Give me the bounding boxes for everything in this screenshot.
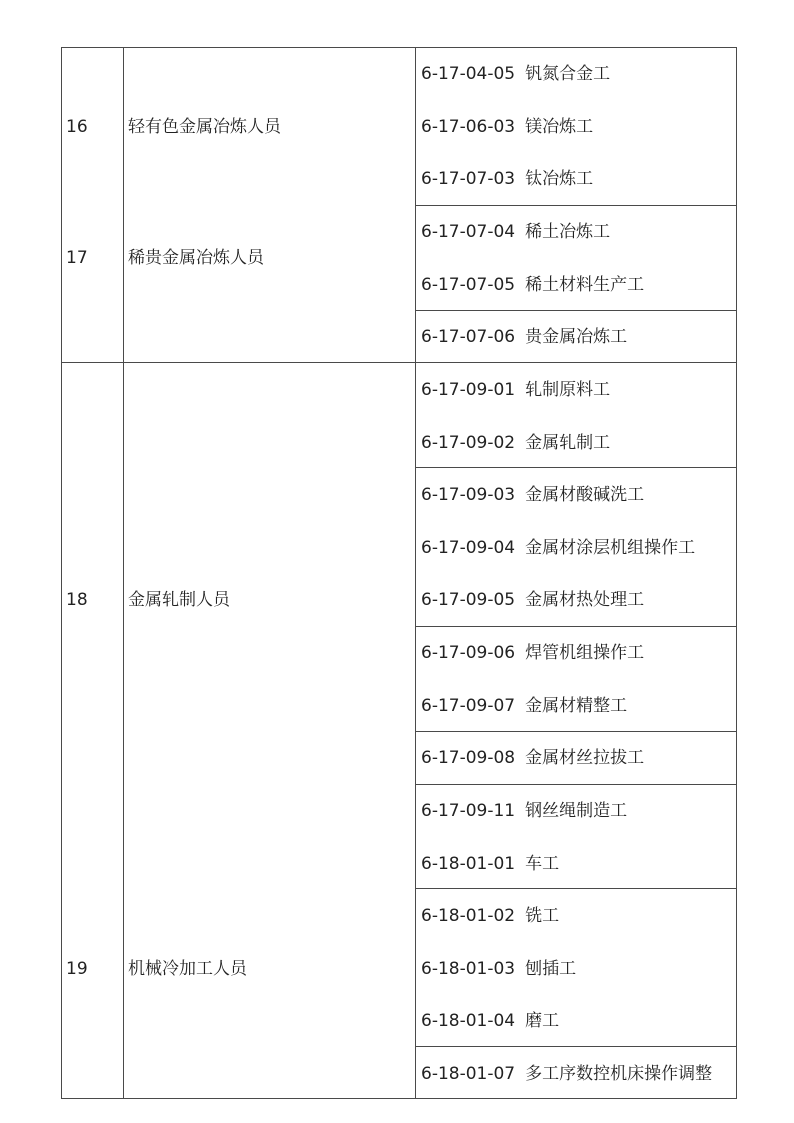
row-divider [415, 731, 737, 732]
item-title: 金属材精整工 [525, 696, 628, 716]
item-code: 6-18-01-02 [421, 906, 516, 926]
list-item [421, 379, 610, 401]
item-code: 6-17-09-07 [421, 696, 516, 716]
item-code: 6-17-09-03 [421, 485, 516, 505]
group-number: 16 [66, 117, 88, 137]
item-code: 6-17-07-06 [421, 327, 516, 347]
item-title: 钒氮合金工 [525, 64, 611, 84]
list-item [421, 326, 627, 348]
list-item [421, 221, 610, 243]
list-item [421, 905, 559, 927]
list-item [421, 432, 610, 454]
item-title: 轧制原料工 [525, 380, 611, 400]
row-divider [415, 310, 737, 311]
item-title: 贵金属冶炼工 [525, 327, 628, 347]
item-title: 金属材丝拉拔工 [525, 748, 645, 768]
group-number: 18 [66, 590, 88, 610]
row-divider [415, 784, 737, 785]
item-code: 6-18-01-03 [421, 959, 516, 979]
row-divider [415, 888, 737, 889]
item-code: 6-17-06-03 [421, 117, 516, 137]
item-title: 金属轧制工 [525, 433, 611, 453]
column-divider [123, 47, 124, 1099]
list-item [421, 274, 644, 296]
row-divider [415, 205, 737, 206]
group-number: 17 [66, 248, 88, 268]
item-code: 6-17-04-05 [421, 64, 516, 84]
item-title: 金属材热处理工 [525, 590, 645, 610]
group-name: 稀贵金属冶炼人员 [128, 248, 264, 268]
row-divider [415, 626, 737, 627]
list-item [421, 168, 593, 190]
list-item [421, 63, 610, 85]
group-name: 金属轧制人员 [128, 590, 230, 610]
list-item [421, 642, 644, 664]
item-code: 6-18-01-07 [421, 1064, 516, 1084]
item-title: 稀土材料生产工 [525, 275, 645, 295]
item-code: 6-17-09-05 [421, 590, 516, 610]
item-code: 6-17-07-03 [421, 169, 516, 189]
item-title: 刨插工 [525, 959, 577, 979]
row-divider [415, 1046, 737, 1047]
item-title: 铣工 [525, 906, 560, 926]
item-code: 6-17-09-08 [421, 748, 516, 768]
item-title: 稀土冶炼工 [525, 222, 611, 242]
group-number: 19 [66, 959, 88, 979]
item-code: 6-17-09-06 [421, 643, 516, 663]
item-code: 6-17-07-05 [421, 275, 516, 295]
item-title: 车工 [525, 854, 560, 874]
list-item [421, 1010, 559, 1032]
item-title: 金属材涂层机组操作工 [525, 538, 696, 558]
list-item [421, 1063, 712, 1085]
list-item [421, 537, 695, 559]
list-item [421, 853, 559, 875]
list-item [421, 589, 644, 611]
item-code: 6-17-09-02 [421, 433, 516, 453]
item-code: 6-17-09-04 [421, 538, 516, 558]
row-divider [415, 467, 737, 468]
group-name: 轻有色金属冶炼人员 [128, 117, 281, 137]
item-code: 6-17-09-01 [421, 380, 516, 400]
item-title: 磨工 [525, 1011, 560, 1031]
group-name: 机械冷加工人员 [128, 959, 247, 979]
list-item [421, 695, 627, 717]
list-item [421, 800, 627, 822]
item-code: 6-18-01-04 [421, 1011, 516, 1031]
item-code: 6-18-01-01 [421, 854, 516, 874]
list-item [421, 484, 644, 506]
item-title: 镁冶炼工 [525, 117, 594, 137]
row-divider [61, 362, 737, 363]
item-code: 6-17-07-04 [421, 222, 516, 242]
item-title: 焊管机组操作工 [525, 643, 645, 663]
list-item [421, 958, 576, 980]
item-title: 金属材酸碱洗工 [525, 485, 645, 505]
list-item [421, 747, 644, 769]
item-title: 多工序数控机床操作调整 [525, 1064, 713, 1084]
item-title: 钢丝绳制造工 [525, 801, 628, 821]
list-item [421, 116, 593, 138]
item-code: 6-17-09-11 [421, 801, 516, 821]
item-title: 钛冶炼工 [525, 169, 594, 189]
